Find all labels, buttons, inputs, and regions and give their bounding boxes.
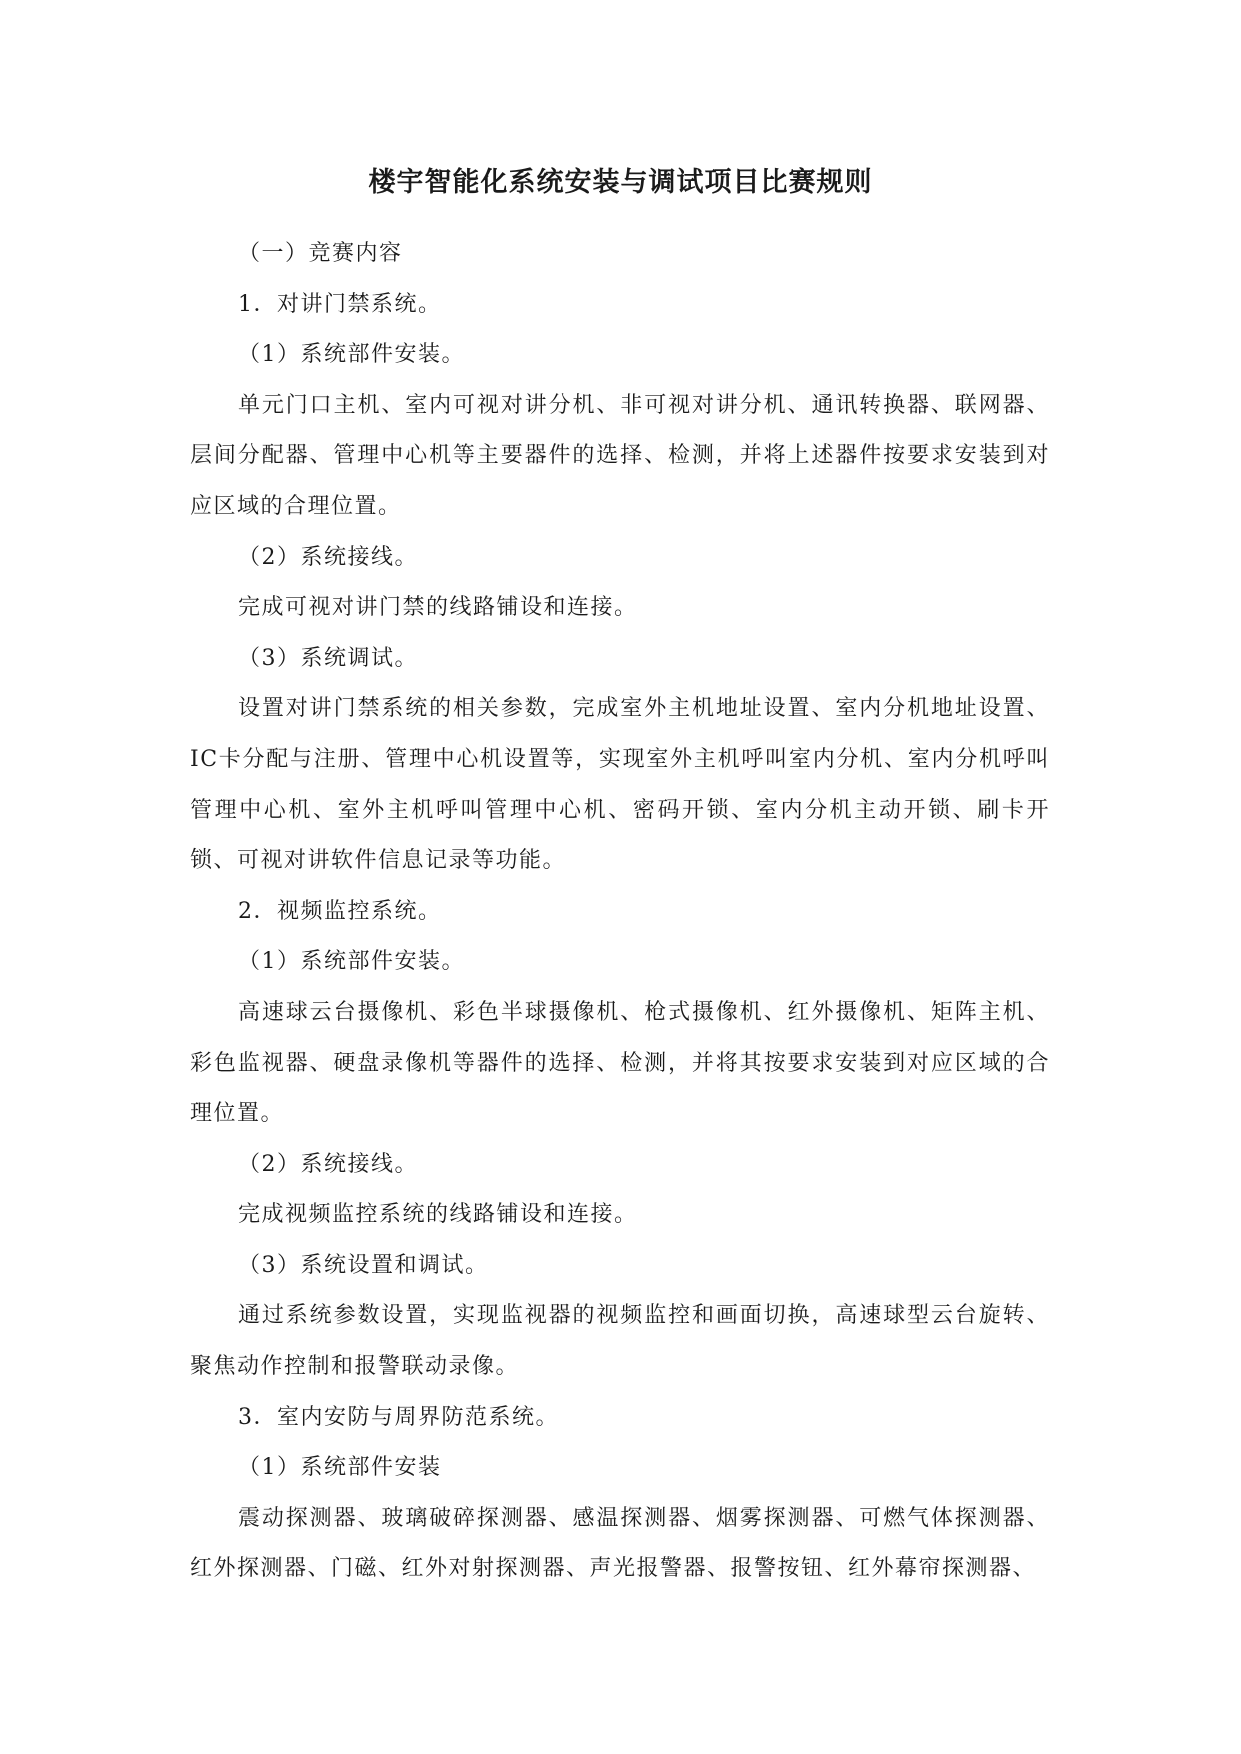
item-heading: 1．对讲门禁系统。 [238, 291, 442, 317]
document-title: 楼宇智能化系统安装与调试项目比赛规则 [368, 167, 873, 198]
paragraph: 完成视频监控系统的线路铺设和连接。 [238, 1202, 638, 1228]
subitem-heading: （1）系统部件安装 [238, 1455, 442, 1481]
paragraph: 高速球云台摄像机、彩色半球摄像机、枪式摄像机、红外摄像机、矩阵主机、彩色监视器、硬盘录像机等器件的选择、检测，并将其按要求安装到对应区域的合理位置。 [190, 999, 1050, 1127]
paragraph: 单元门口主机、室内可视对讲分机、非可视对讲分机、通讯转换器、联网器、层间分配器、管理中心机等主要器件的选择、检测，并将上述器件按要求安装到对应区域的合理位置。 [190, 392, 1050, 519]
subitem-heading: （1）系统部件安装。 [238, 342, 465, 368]
paragraph: 完成可视对讲门禁的线路铺设和连接。 [238, 595, 638, 621]
subitem-heading: （2）系统接线。 [238, 544, 418, 570]
item-heading: 3．室内安防与周界防范系统。 [238, 1404, 559, 1430]
section-heading: （一）竞赛内容 [238, 241, 403, 266]
subitem-heading: （3）系统设置和调试。 [238, 1252, 489, 1278]
document-body [190, 229, 1050, 1595]
paragraph: 通过系统参数设置，实现监视器的视频监控和画面切换，高速球型云台旋转、聚焦动作控制和报警联动录像。 [190, 1303, 1050, 1380]
item-heading: 2．视频监控系统。 [238, 898, 442, 924]
subitem-heading: （1）系统部件安装。 [238, 949, 465, 975]
subitem-heading: （2）系统接线。 [238, 1151, 418, 1177]
paragraph: 设置对讲门禁系统的相关参数，完成室外主机地址设置、室内分机地址设置、IC卡分配与注册、管理中心机设置等，实现室外主机呼叫室内分机、室内分机呼叫管理中心机、室外主机呼叫管理中心机、密码开锁、室内分机主动开锁、刷卡开锁、可视对讲软件信息记录等功能。 [190, 696, 1050, 874]
paragraph: 震动探测器、玻璃破碎探测器、感温探测器、烟雾探测器、可燃气体探测器、红外探测器、门磁、红外对射探测器、声光报警器、报警按钮、红外幕帘探测器、 [190, 1505, 1050, 1582]
subitem-heading: （3）系统调试。 [238, 645, 418, 671]
